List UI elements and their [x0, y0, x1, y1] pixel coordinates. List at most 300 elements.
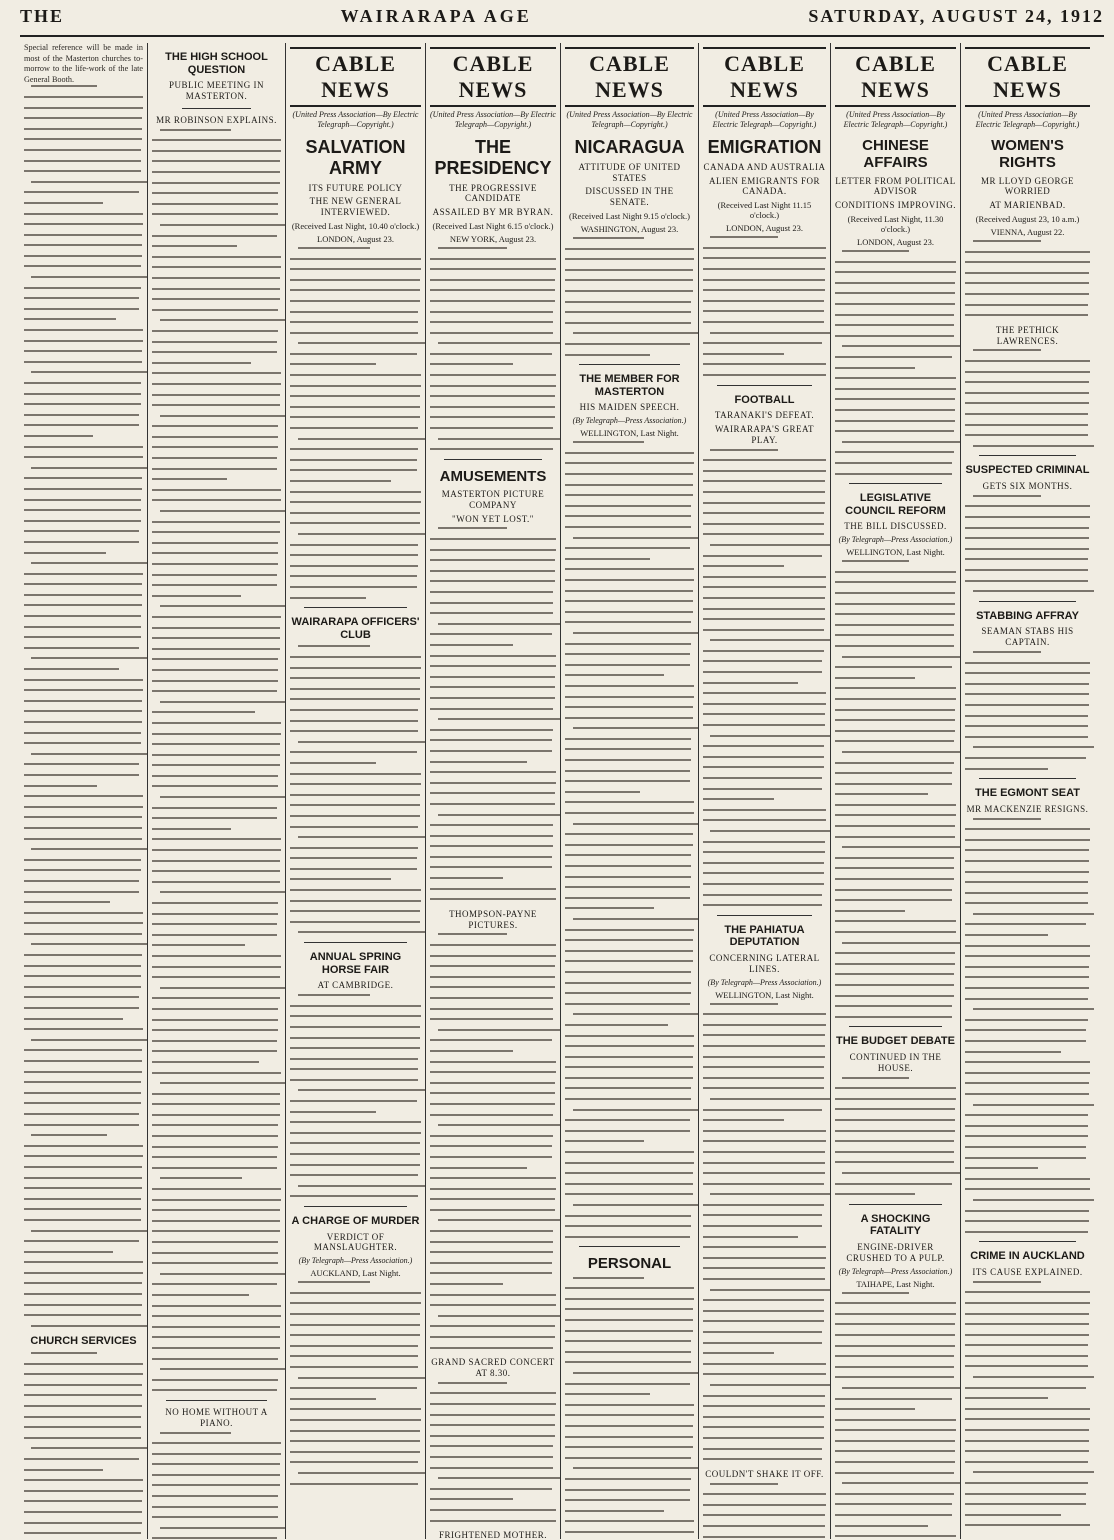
text-line: [430, 1039, 552, 1041]
text-line: [565, 1298, 694, 1300]
text-line: [298, 1089, 425, 1091]
text-line: [24, 1261, 143, 1263]
text-line: [31, 85, 96, 87]
text-line: [565, 343, 690, 345]
text-line: [152, 616, 281, 618]
cable-news-banner: CABLE NEWS: [965, 47, 1090, 107]
text-line: [152, 913, 278, 915]
text-block: [430, 1382, 556, 1522]
text-line: [24, 1437, 141, 1439]
text-line: [24, 446, 143, 448]
text-line: [703, 597, 825, 599]
cable-news-banner: CABLE NEWS: [703, 47, 826, 107]
text-line: [290, 268, 421, 270]
text-line: [965, 272, 1089, 274]
text-line: [152, 499, 281, 501]
divider: [717, 915, 812, 916]
text-line: [430, 332, 553, 334]
text-line: [430, 1230, 553, 1232]
text-line: [835, 473, 952, 475]
text-line: [430, 591, 553, 593]
text-line: [290, 1079, 418, 1081]
text-line: [290, 857, 417, 859]
text-line: [565, 791, 640, 793]
text-line: [152, 1474, 280, 1476]
text-line: [24, 117, 142, 119]
text-line: [842, 1077, 909, 1079]
text-line: [290, 427, 418, 429]
text-line: [565, 886, 690, 888]
text-line: [290, 1047, 420, 1049]
text-line: [965, 413, 1088, 415]
text-line: [565, 258, 694, 260]
text-line: [965, 955, 1090, 957]
text-line: [565, 473, 693, 475]
text-line: [31, 657, 146, 659]
text-line: [152, 1347, 280, 1349]
cable-news-banner: CABLE NEWS: [430, 47, 556, 107]
text-line: [430, 708, 553, 710]
text-line: [290, 1387, 417, 1389]
text-line: [430, 1424, 555, 1426]
text-line: [31, 1352, 96, 1354]
text-line: [438, 623, 560, 625]
text-line: [24, 933, 142, 935]
text-line: [24, 700, 142, 702]
text-line: [152, 1029, 278, 1031]
text-line: [703, 629, 824, 631]
text-line: [430, 782, 556, 784]
text-line: [703, 1257, 826, 1259]
text-line: [965, 1302, 1090, 1304]
text-line: [290, 544, 418, 546]
text-line: [290, 586, 417, 588]
text-line: [965, 516, 1090, 518]
text-line: [842, 751, 961, 753]
text-line: [573, 823, 699, 825]
text-line: [152, 976, 280, 978]
text-line: [152, 637, 280, 639]
place-line: VIENNA, August 22.: [990, 227, 1065, 238]
text-line: [703, 618, 825, 620]
text-line: [965, 314, 1088, 316]
text-block: [565, 441, 694, 1238]
text-line: [152, 838, 281, 840]
received-line: (Received Last Night, 10.40 o'clock.): [291, 220, 420, 231]
text-line: [835, 314, 954, 316]
place-line: WASHINGTON, August 23.: [580, 224, 679, 235]
text-line: [965, 1397, 1048, 1399]
emigration-heading: EMIGRATION: [707, 137, 822, 158]
text-line: [152, 394, 280, 396]
text-line: [290, 1005, 421, 1007]
text-line: [973, 445, 1094, 447]
text-line: [703, 268, 825, 270]
text-line: [290, 385, 421, 387]
text-line: [703, 692, 826, 694]
column-3: [286, 43, 426, 1539]
fatality-sub: ENGINE-DRIVER CRUSHED TO A PULP.: [846, 1241, 945, 1263]
text-line: [298, 533, 426, 535]
text-line: [430, 1435, 555, 1437]
text-line: [835, 398, 955, 400]
text-line: [573, 918, 699, 920]
text-line: [973, 651, 1042, 653]
text-line: [24, 1532, 141, 1534]
text-line: [703, 1034, 825, 1036]
text-line: [430, 300, 555, 302]
text-line: [703, 470, 826, 472]
text-line: [565, 1045, 694, 1047]
text-line: [152, 1050, 277, 1052]
text-line: [703, 247, 826, 249]
text-line: [430, 395, 555, 397]
text-line: [24, 340, 143, 342]
text-line: [31, 1230, 146, 1232]
text-line: [703, 660, 822, 662]
text-line: [152, 277, 280, 279]
text-line: [965, 402, 1089, 404]
text-line: [965, 934, 1048, 936]
text-line: [430, 311, 553, 313]
text-line: [565, 1151, 694, 1153]
text-line: [430, 416, 555, 418]
text-line: [430, 1467, 553, 1469]
text-line: [430, 750, 552, 752]
divider: [979, 601, 1076, 602]
text-line: [565, 1425, 693, 1427]
text-line: [31, 1134, 107, 1136]
text-line: [835, 1005, 952, 1007]
text-line: [565, 1446, 693, 1448]
horse-fair-sub: AT CAMBRIDGE.: [317, 980, 394, 991]
text-line: [290, 1164, 420, 1166]
text-line: [152, 1167, 277, 1169]
seaman-sub: SEAMAN STABS HIS CAPTAIN.: [981, 626, 1074, 648]
received-line: (Received Last Night 11.15 o'clock.): [717, 200, 812, 221]
text-line: [430, 866, 552, 868]
text-block: [565, 1277, 694, 1539]
text-block: [965, 651, 1090, 770]
text-line: [152, 902, 278, 904]
text-line: [24, 1092, 141, 1094]
text-line: [835, 1408, 915, 1410]
text-line: [430, 686, 555, 688]
text-line: [835, 1503, 952, 1505]
text-line: [152, 425, 278, 427]
nicaragua-sub: ATTITUDE OF UNITED STATES: [578, 161, 681, 183]
text-line: [24, 1113, 139, 1115]
text-line: [290, 1398, 376, 1400]
text-line: [24, 583, 142, 585]
text-line: [565, 653, 690, 655]
text-line: [565, 717, 693, 719]
column-4: [426, 43, 561, 1539]
text-line: [24, 1018, 123, 1020]
text-line: [24, 1522, 142, 1524]
text-line: [430, 888, 556, 890]
text-line: [24, 213, 143, 215]
text-line: [24, 710, 142, 712]
text-line: [565, 526, 691, 528]
text-line: [290, 804, 420, 806]
text-line: [965, 1093, 1089, 1095]
text-line: [430, 1008, 553, 1010]
text-line: [290, 900, 421, 902]
text-line: [290, 794, 420, 796]
text-line: [430, 1520, 556, 1522]
text-line: [152, 860, 280, 862]
murder-place: AUCKLAND, Last Night.: [310, 1268, 401, 1279]
text-line: [965, 923, 1086, 925]
text-line: [290, 1440, 420, 1442]
mackenzie-sub: MR MACKENZIE RESIGNS.: [966, 803, 1089, 814]
text-line: [565, 354, 650, 356]
text-line: [565, 1319, 693, 1321]
text-line: [24, 954, 142, 956]
text-line: [290, 1334, 420, 1336]
text-line: [152, 1315, 281, 1317]
text-line: [160, 796, 286, 798]
text-line: [973, 495, 1042, 497]
budget-heading: THE BUDGET DEBATE: [836, 1035, 955, 1048]
text-line: [290, 258, 421, 260]
text-line: [430, 1262, 552, 1264]
text-line: [842, 250, 909, 252]
text-line: [152, 1294, 249, 1296]
text-line: [965, 1040, 1086, 1042]
text-line: [24, 1155, 143, 1157]
text-block: [703, 1003, 826, 1461]
text-line: [565, 269, 693, 271]
text-line: [430, 1135, 553, 1137]
text-line: [835, 1161, 954, 1163]
text-line: [965, 1355, 1088, 1357]
text-line: [703, 1514, 825, 1516]
text-line: [24, 1458, 139, 1460]
text-line: [703, 1162, 825, 1164]
text-line: [152, 235, 277, 237]
text-line: [430, 602, 553, 604]
text-line: [152, 521, 280, 523]
text-line: [152, 372, 281, 374]
text-line: [965, 537, 1089, 539]
cable-credit: (United Press Association—By Electric Telegraph—Copyright.): [975, 110, 1080, 129]
text-line: [290, 491, 421, 493]
text-line: [152, 828, 231, 830]
text-line: [835, 1098, 956, 1100]
text-line: [835, 952, 955, 954]
fatality-place: TAIHAPE, Last Night.: [856, 1278, 935, 1289]
text-line: [565, 311, 691, 313]
fatality-heading: A SHOCKING FATALITY: [860, 1212, 931, 1238]
text-line: [24, 1373, 143, 1375]
text-line: [965, 282, 1089, 284]
text-line: [152, 1453, 281, 1455]
text-line: [565, 1225, 691, 1227]
text-line: [965, 381, 1089, 383]
high-school-sub: PUBLIC MEETING IN MASTERTON.: [169, 80, 264, 102]
text-line: [703, 1267, 825, 1269]
text-line: [290, 868, 417, 870]
text-line: [835, 1376, 954, 1378]
text-line: [152, 1495, 278, 1497]
text-line: [430, 835, 553, 837]
text-line: [152, 1209, 280, 1211]
text-line: [703, 1395, 825, 1397]
text-line: [24, 880, 139, 882]
text-line: [703, 872, 824, 874]
text-line: [430, 1251, 553, 1253]
text-line: [290, 575, 417, 577]
text-line: [965, 569, 1088, 571]
text-line: [703, 1426, 824, 1428]
text-line: [430, 549, 556, 551]
text-line: [703, 703, 826, 705]
text-line: [152, 542, 278, 544]
text-line: [24, 1208, 141, 1210]
text-line: [430, 944, 556, 946]
text-line: [290, 512, 420, 514]
text-line: [835, 910, 905, 912]
text-line: [160, 1177, 243, 1179]
text-line: [290, 1142, 420, 1144]
text-line: [290, 1345, 418, 1347]
text-line: [152, 436, 278, 438]
text-line: [152, 298, 280, 300]
text-line: [973, 590, 1094, 592]
text-line: [703, 756, 824, 758]
text-line: [703, 555, 822, 557]
text-line: [565, 907, 654, 909]
text-line: [842, 846, 961, 848]
text-line: [835, 857, 954, 859]
text-line: [430, 1392, 556, 1394]
text-line: [24, 1304, 142, 1306]
text-line: [430, 1403, 556, 1405]
text-line: [835, 356, 952, 358]
text-line: [565, 1215, 691, 1217]
text-line: [24, 975, 141, 977]
text-line: [965, 1482, 1088, 1484]
text-line: [565, 1140, 644, 1142]
text-line: [31, 943, 148, 945]
text-line: [703, 766, 824, 768]
text-line: [152, 680, 278, 682]
text-line: [438, 438, 561, 440]
text-line: [973, 818, 1042, 820]
text-line: [703, 565, 784, 567]
text-line: [152, 775, 278, 777]
text-line: [290, 1451, 420, 1453]
text-line: [703, 1278, 825, 1280]
text-line: [565, 1119, 690, 1121]
text-line: [565, 876, 691, 878]
text-line: [290, 1366, 418, 1368]
text-line: [152, 870, 280, 872]
text-line: [703, 1437, 824, 1439]
text-line: [290, 783, 421, 785]
text-line: [152, 807, 277, 809]
text-line: [160, 129, 231, 131]
text-line: [160, 415, 286, 417]
text-line: [290, 1355, 418, 1357]
text-line: [24, 965, 141, 967]
text-line: [835, 303, 955, 305]
text-line: [24, 149, 141, 151]
text-line: [152, 139, 281, 141]
text-line: [152, 944, 245, 946]
text-line: [430, 1092, 555, 1094]
text-line: [24, 424, 139, 426]
text-line: [24, 1177, 142, 1179]
text-line: [835, 984, 954, 986]
text-line: [24, 520, 141, 522]
text-line: [573, 1277, 644, 1279]
text-line: [430, 986, 555, 988]
text-line: [430, 1167, 527, 1169]
text-line: [152, 1188, 281, 1190]
text-line: [965, 1231, 1088, 1233]
text-line: [290, 1132, 421, 1134]
text-line: [835, 899, 952, 901]
text-line: [565, 950, 693, 952]
text-line: [290, 1100, 417, 1102]
text-line: [965, 548, 1089, 550]
text-line: [703, 1140, 826, 1142]
text-line: [290, 677, 420, 679]
text-line: [24, 361, 142, 363]
text-line: [835, 1440, 955, 1442]
text-line: [835, 1151, 954, 1153]
text-line: [24, 1028, 143, 1030]
text-line: [31, 753, 148, 755]
text-line: [24, 1187, 142, 1189]
text-line: [152, 213, 278, 215]
text-line: [703, 1119, 784, 1121]
text-line: [290, 279, 420, 281]
text-line: [703, 809, 826, 811]
text-line: [290, 1483, 418, 1485]
text-line: [573, 537, 698, 539]
text-line: [24, 1060, 142, 1062]
text-line: [24, 795, 143, 797]
text-line: [430, 965, 555, 967]
text-line: [835, 1535, 956, 1537]
text-line: [835, 920, 956, 922]
text-line: [152, 266, 281, 268]
text-line: [24, 1124, 139, 1126]
high-school-heading: THE HIGH SCHOOL QUESTION: [165, 51, 268, 76]
text-line: [152, 468, 277, 470]
text-line: [152, 923, 277, 925]
text-line: [24, 1282, 142, 1284]
text-line: [152, 1389, 277, 1391]
text-line: [710, 1384, 831, 1386]
text-line: [430, 1498, 513, 1500]
divider: [717, 385, 812, 386]
text-line: [835, 603, 955, 605]
text-line: [24, 922, 143, 924]
text-line: [430, 877, 503, 879]
text-line: [965, 1334, 1089, 1336]
text-line: [24, 1363, 143, 1365]
text-line: [565, 1414, 694, 1416]
text-line: [565, 547, 690, 549]
text-line: [430, 1156, 552, 1158]
text-line: [703, 1299, 824, 1301]
text-line: [430, 538, 556, 540]
